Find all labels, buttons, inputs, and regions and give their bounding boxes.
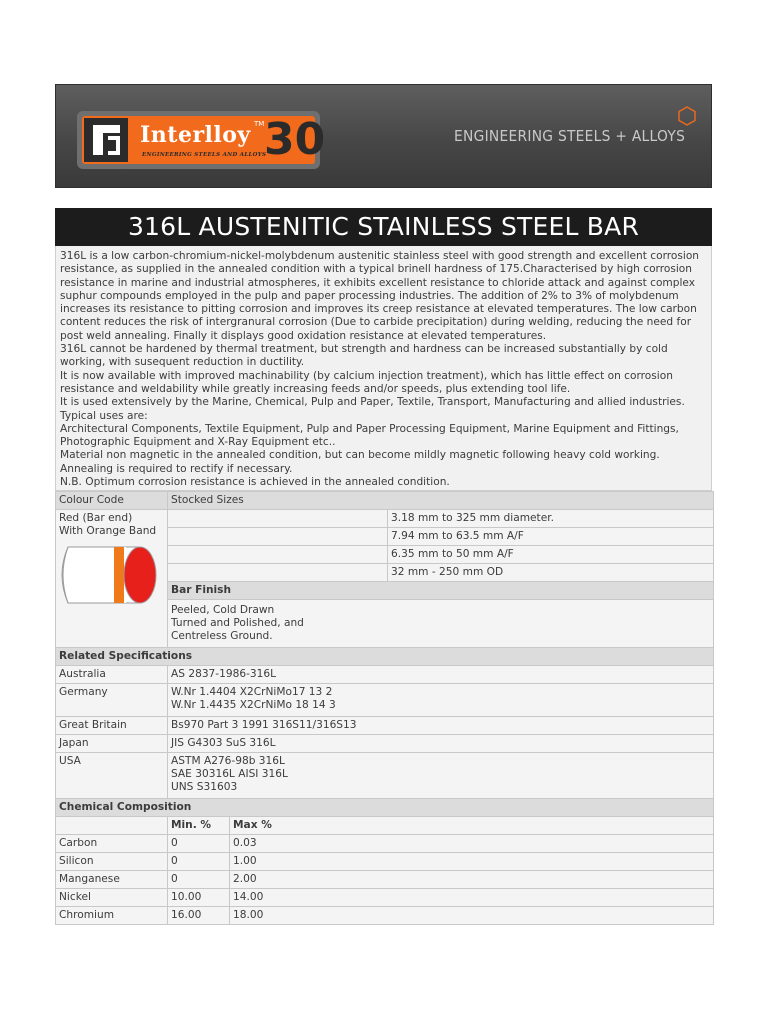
header-tagline: ENGINEERING STEELS + ALLOYS: [454, 127, 686, 145]
table-row: [56, 510, 714, 528]
colour-line-1: Red (Bar end): [59, 512, 133, 524]
bar-finish-header: Bar Finish: [168, 582, 714, 600]
table-row: [56, 717, 714, 735]
element-min: 10.00: [168, 889, 230, 907]
max-column-header: Max %: [230, 817, 714, 835]
element-min: 16.00: [168, 907, 230, 925]
spec-value: [168, 753, 714, 799]
hexagon-icon: [676, 105, 698, 127]
interlloy-logo: [77, 111, 326, 169]
element-max: 1.00: [230, 853, 714, 871]
spec-value: [168, 666, 714, 684]
description-paragraph: Typical uses are:: [60, 409, 148, 422]
bar-finish-line: Centreless Ground.: [171, 630, 273, 642]
spec-line: W.Nr 1.4435 X2CrNiMo 18 14 3: [171, 699, 336, 711]
logo-subtitle: ENGINEERING STEELS AND ALLOYS: [142, 152, 267, 158]
description-paragraph: 316L cannot be hardened by thermal treatment, but strength and hardness can be increased substantially by cold working, with susequent reduction in ductility.: [60, 343, 668, 369]
logo-mark-icon: [84, 118, 128, 162]
element-max: 0.03: [230, 835, 714, 853]
size-value: 32 mm - 250 mm OD: [388, 564, 714, 582]
red-bar-end: [124, 547, 156, 603]
spec-country: Japan: [56, 735, 168, 753]
stocked-sizes-header: Stocked Sizes: [168, 492, 714, 510]
spec-value: [168, 684, 714, 717]
table-row: [56, 853, 714, 871]
bar-finish-line: Turned and Polished, and: [171, 617, 304, 629]
spec-country: USA: [56, 753, 168, 799]
element-name: Carbon: [56, 835, 168, 853]
element-name: Nickel: [56, 889, 168, 907]
element-name: Chromium: [56, 907, 168, 925]
bar-finish-line: Peeled, Cold Drawn: [171, 604, 275, 616]
table-row: [56, 735, 714, 753]
logo-trademark: TM: [254, 120, 265, 128]
page-header: [55, 84, 712, 188]
chemical-header: Chemical Composition: [56, 799, 714, 817]
bar-finish-cell: [168, 600, 714, 648]
logo-wordmark: Interlloy: [140, 122, 251, 148]
size-form-label: Squares: [168, 546, 388, 564]
colour-line-2: With Orange Band: [59, 525, 157, 537]
table-row: [56, 753, 714, 799]
size-form-label: Hollow Bar: [168, 564, 388, 582]
element-max: 2.00: [230, 871, 714, 889]
description-paragraph: 316L is a low carbon-chromium-nickel-molybdenum austenitic stainless steel with good strength and excellent corrosion resistance, as supplied in the annealed condition with a typical brinell hardness of 175.Characterised by high corrosion resistance in marine and industrial atmospheres, it exhibits excellent resistance to chloride attack and against complex suphur compounds employed in the pulp and paper processing industries. The addition of 2% to 3% of molybdenum increases its resistance to pitting corrosion and improves its creep resistance at elevated temperatures. The low carbon content reduces the risk of intergranural corrosion (Due to carbide precipitation) during welding, reducing the need for post weld annealing. Finally it displays good oxidation resistance at elevated temperatures.: [60, 250, 700, 342]
table-row: [56, 871, 714, 889]
page-title: 316L AUSTENITIC STAINLESS STEEL BAR: [55, 208, 712, 246]
spec-line: Bs970 Part 3 1991 316S11/316S13: [171, 719, 357, 731]
table-row: [56, 889, 714, 907]
spec-country: Australia: [56, 666, 168, 684]
table-row: [56, 907, 714, 925]
element-min: 0: [168, 853, 230, 871]
table-row: [56, 835, 714, 853]
description-paragraph: Architectural Components, Textile Equipment, Pulp and Paper Processing Equipment, Marine Equipment and Fittings, Photographic Equipment and X-Ray Equipment etc..: [60, 422, 679, 449]
spec-country: Germany: [56, 684, 168, 717]
size-form-label: Rounds: [168, 510, 388, 528]
table-row: [56, 684, 714, 717]
related-specs-header: Related Specifications: [56, 648, 714, 666]
table-row: [56, 492, 714, 510]
element-name: Manganese: [56, 871, 168, 889]
description-paragraph: N.B. Optimum corrosion resistance is achieved in the annealed condition.: [60, 476, 450, 489]
table-row: [56, 648, 714, 666]
size-value: 6.35 mm to 50 mm A/F: [388, 546, 714, 564]
description-paragraph: Material non magnetic in the annealed condition, but can become mildly magnetic following heavy cold working. Annealing is required to rectify if necessary.: [60, 449, 660, 475]
table-row: [56, 666, 714, 684]
size-form-label: Hexagons: [168, 528, 388, 546]
logo-anniversary-number: 30: [264, 114, 326, 165]
element-min: 0: [168, 871, 230, 889]
element-min: 0: [168, 835, 230, 853]
spec-line: AS 2837-1986-316L: [171, 668, 277, 680]
spec-value: [168, 717, 714, 735]
element-max: 14.00: [230, 889, 714, 907]
min-column-header: Min. %: [168, 817, 230, 835]
spec-line: JIS G4303 SuS 316L: [171, 737, 276, 749]
spec-table: [55, 491, 714, 925]
colour-code-cell: [56, 510, 168, 648]
description-paragraph: It is now available with improved machinability (by calcium injection treatment), which has little effect on corrosion resistance and weldability while greatly increasing feeds and/or speeds, plus extending tool life.: [60, 369, 673, 395]
spec-line: UNS S31603: [171, 781, 238, 793]
element-max: 18.00: [230, 907, 714, 925]
colour-coded-bar-icon: [58, 544, 162, 606]
spec-line: W.Nr 1.4404 X2CrNiMo17 13 2: [171, 686, 333, 698]
spec-value: [168, 735, 714, 753]
size-value: 7.94 mm to 63.5 mm A/F: [388, 528, 714, 546]
table-row: [56, 799, 714, 817]
spec-line: SAE 30316L AISI 316L: [171, 768, 288, 780]
colour-code-header: Colour Code: [56, 492, 168, 510]
table-row: [56, 817, 714, 835]
chemical-blank-header: [56, 817, 168, 835]
product-description: [55, 246, 712, 491]
element-name: Silicon: [56, 853, 168, 871]
size-value: 3.18 mm to 325 mm diameter.: [388, 510, 714, 528]
spec-country: Great Britain: [56, 717, 168, 735]
spec-line: ASTM A276-98b 316L: [171, 755, 285, 767]
description-paragraph: It is used extensively by the Marine, Chemical, Pulp and Paper, Textile, Transport, Manufacturing and allied industries.: [60, 396, 685, 409]
